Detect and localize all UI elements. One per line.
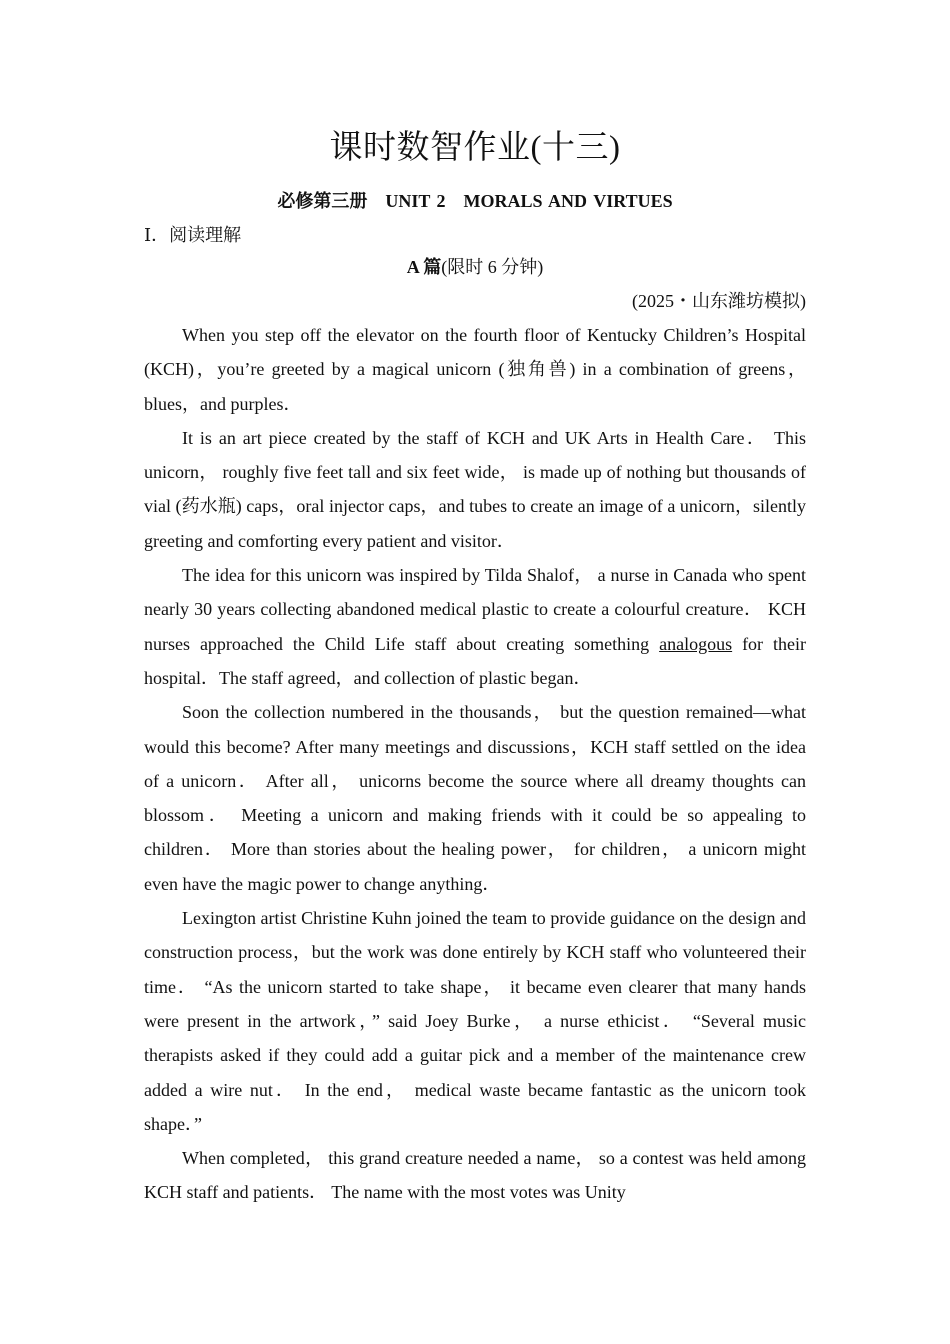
passage-heading <box>144 254 806 280</box>
page-title: 课时数智作业(十三) <box>329 130 621 166</box>
passage-name: A 篇 <box>406 257 442 277</box>
book-label: 必修第三册 <box>277 191 368 211</box>
paragraph-4: Soon the collection numbered in the thousands， but the question remained—what would this become? After many meetings and discussions，KCH staff settled on the idea of a unicorn． After all， unicorns become the source where all dreamy thoughts can blossom． Meeting a unicorn and making friends with it could be so appealing to children． More than stories about the healing power， for children， a unicorn might even have the magic power to change anything． <box>144 702 806 894</box>
unit-label: UNIT 2 <box>385 191 446 211</box>
underlined-word: analogous <box>659 633 733 654</box>
paragraph-3 <box>144 558 806 695</box>
paragraph-2: It is an art piece created by the staff of KCH and UK Arts in Health Care． This unicorn， roughly five feet tall and six feet wide， is made up of nothing but thousands of vial (药水瓶) caps，oral injector caps，and tubes to create an image of a unicorn，silently greeting and comforting every patient and visitor． <box>144 427 806 551</box>
paragraph-1: When you step off the elevator on the fourth floor of Kentucky Children’s Hospital (KCH)，you’re greeted by a magical unicorn (独角兽) in a combination of greens，blues，and purples． <box>144 325 806 414</box>
passage-time-limit: (限时 6 分钟) <box>441 257 544 277</box>
unit-topic: MORALS AND VIRTUES <box>463 191 673 211</box>
section-heading: Ⅰ．阅读理解 <box>144 225 242 245</box>
passage-source: (2025・山东潍坊模拟) <box>632 291 806 311</box>
unit-subtitle <box>144 188 806 214</box>
paragraph-5: Lexington artist Christine Kuhn joined the team to provide guidance on the design and construction process，but the work was done entirely by KCH staff who volunteered their time． “As the unicorn started to take shape， it became even clearer that many hands were present in the artwork，” said Joey Burke， a nurse ethicist． “Several music therapists asked if they could add a guitar pick and a member of the maintenance crew added a wire nut． In the end， medical waste became fantastic as the unicorn took shape．” <box>144 908 806 1134</box>
worksheet-page <box>144 120 806 1210</box>
paragraph-3-text-b: for their hospital．The staff agreed，and collection of plastic began． <box>144 633 806 688</box>
paragraph-3-text-a: The idea for this unicorn was inspired by Tilda Shalof， a nurse in Canada who spent nearly 30 years collecting abandoned medical plastic to create a colourful creature． KCH nurses approached the Child Life staff about creating something <box>144 565 806 654</box>
paragraph-6: When completed， this grand creature needed a name， so a contest was held among KCH staff and patients． The name with the most votes was Unity <box>144 1148 806 1203</box>
